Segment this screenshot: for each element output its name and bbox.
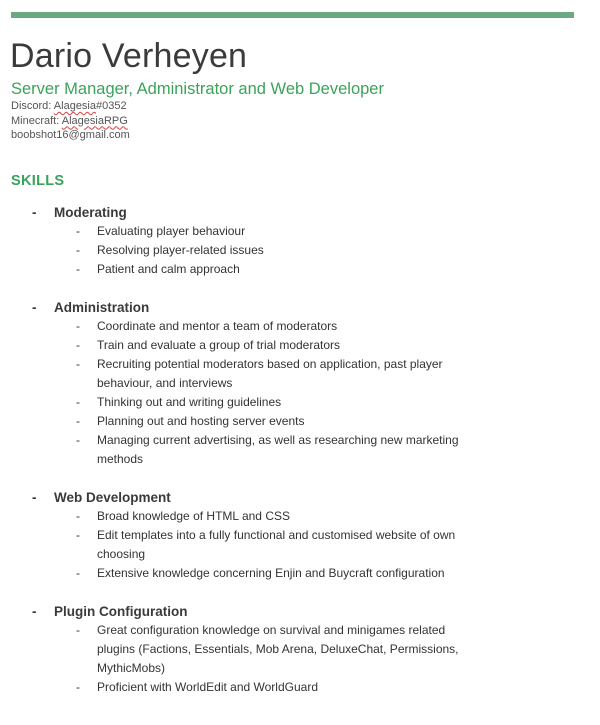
header-divider bbox=[11, 12, 574, 18]
skill-item bbox=[0, 412, 467, 431]
item-bullet-dash: - bbox=[76, 528, 80, 542]
item-bullet-dash: - bbox=[76, 623, 80, 637]
skills-list bbox=[0, 203, 600, 716]
item-bullet-dash: - bbox=[76, 262, 80, 276]
skill-item bbox=[0, 526, 467, 564]
section-bullet-dash: - bbox=[32, 490, 37, 505]
discord-tag: #0352 bbox=[96, 100, 127, 112]
skill-section-title: Web Development bbox=[54, 490, 171, 505]
skill-item-list bbox=[0, 222, 600, 279]
skill-item-list bbox=[0, 621, 600, 697]
item-bullet-dash: - bbox=[76, 357, 80, 371]
skill-item bbox=[0, 393, 467, 412]
job-title: Server Manager, Administrator and Web Developer bbox=[11, 80, 384, 98]
skill-item bbox=[0, 260, 467, 279]
skill-section bbox=[0, 488, 600, 583]
skill-item-text: Planning out and hosting server events bbox=[97, 414, 305, 428]
skill-item bbox=[0, 222, 467, 241]
item-bullet-dash: - bbox=[76, 433, 80, 447]
skill-item-text: Resolving player-related issues bbox=[97, 243, 264, 257]
item-bullet-dash: - bbox=[76, 243, 80, 257]
skill-item-text: Managing current advertising, as well as researching new marketing methods bbox=[97, 433, 459, 466]
skill-item-text: Thinking out and writing guidelines bbox=[97, 395, 282, 409]
skill-item-list bbox=[0, 317, 600, 469]
item-bullet-dash: - bbox=[76, 414, 80, 428]
skill-item-text: Evaluating player behaviour bbox=[97, 224, 246, 238]
item-bullet-dash: - bbox=[76, 566, 80, 580]
skill-item bbox=[0, 431, 467, 469]
item-bullet-dash: - bbox=[76, 338, 80, 352]
section-bullet-dash: - bbox=[32, 205, 37, 220]
discord-line bbox=[11, 99, 130, 114]
skill-section bbox=[0, 602, 600, 697]
skill-item-text: Patient and calm approach bbox=[97, 262, 240, 276]
skill-item bbox=[0, 621, 467, 678]
skill-item bbox=[0, 241, 467, 260]
section-bullet-dash: - bbox=[32, 300, 37, 315]
skill-section bbox=[0, 203, 600, 279]
skill-item-text: Train and evaluate a group of trial moderators bbox=[97, 338, 341, 352]
item-bullet-dash: - bbox=[76, 224, 80, 238]
skills-heading: SKILLS bbox=[11, 173, 65, 189]
contact-info bbox=[11, 99, 130, 143]
skill-item-list bbox=[0, 507, 600, 583]
discord-label: Discord: bbox=[11, 100, 54, 112]
skill-item bbox=[0, 336, 467, 355]
item-bullet-dash: - bbox=[76, 680, 80, 694]
skill-item-text: Coordinate and mentor a team of moderators bbox=[97, 319, 338, 333]
skill-item-text: Great configuration knowledge on survival and minigames related plugins (Factions, Essentials, Mob Arena, DeluxeChat, Permissions, MythicMobs) bbox=[97, 623, 459, 675]
minecraft-username: AlagesiaRPG bbox=[61, 114, 128, 127]
skill-item-text: Proficient with WorldEdit and WorldGuard bbox=[97, 680, 318, 694]
item-bullet-dash: - bbox=[76, 395, 80, 409]
skill-item bbox=[0, 317, 467, 336]
skill-item-text: Broad knowledge of HTML and CSS bbox=[97, 509, 290, 523]
skill-item bbox=[0, 507, 467, 526]
section-bullet-dash: - bbox=[32, 604, 37, 619]
skill-section-title: Administration bbox=[54, 300, 150, 315]
minecraft-label: Minecraft: bbox=[11, 114, 62, 127]
person-name: Dario Verheyen bbox=[10, 37, 248, 75]
skill-section-heading bbox=[0, 488, 600, 507]
skill-section-title: Plugin Configuration bbox=[54, 604, 188, 619]
skill-section-heading bbox=[0, 203, 600, 222]
skill-section-heading bbox=[0, 602, 600, 621]
skill-section-title: Moderating bbox=[54, 205, 127, 220]
skill-item bbox=[0, 355, 467, 393]
skill-item bbox=[0, 564, 467, 583]
item-bullet-dash: - bbox=[76, 319, 80, 333]
email-address: boobshot16@gmail.com bbox=[11, 129, 130, 141]
skill-section bbox=[0, 298, 600, 469]
discord-username: Alagesia bbox=[53, 100, 96, 112]
skill-item-text: Extensive knowledge concerning Enjin and Buycraft configuration bbox=[97, 566, 445, 580]
minecraft-line bbox=[11, 114, 130, 129]
skill-section-heading bbox=[0, 298, 600, 317]
skill-item bbox=[0, 678, 467, 697]
skill-item-text: Recruiting potential moderators based on application, past player behaviour, and interviews bbox=[97, 357, 443, 390]
skill-item-text: Edit templates into a fully functional and customised website of own choosing bbox=[97, 528, 456, 561]
item-bullet-dash: - bbox=[76, 509, 80, 523]
